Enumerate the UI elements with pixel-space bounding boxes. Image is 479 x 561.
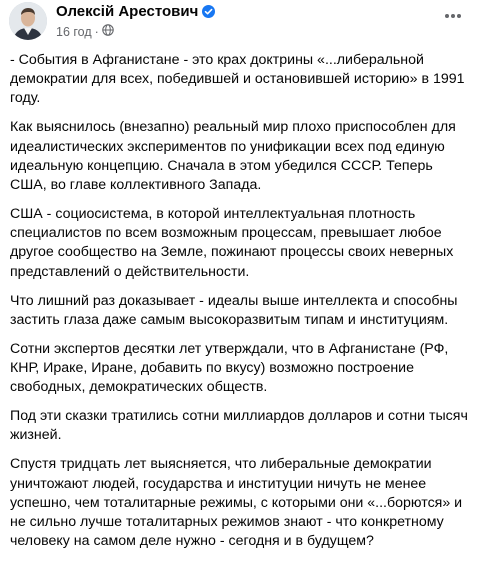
post-paragraph: Что лишний раз доказывает - идеалы выше интеллекта и способны застить глаза даже самым высокоразвитым типам и институциям.: [10, 292, 458, 328]
post-meta: [56, 24, 114, 39]
post-menu-button[interactable]: [439, 6, 467, 26]
post-paragraph: США - социосистема, в которой интеллектуальная плотность специалистов по всем возможным процессам, превышает любое другое сообщество на Земле, пожинают процессы своих неверных представлений о действительности.: [10, 206, 454, 280]
post-paragraph: Сотни экспертов десятки лет утверждали, что в Афганистане (РФ, КНР, Ираке, Иране, добавить по вкусу) возможно построение свободных, демократических обществ.: [10, 340, 449, 396]
post-paragraph: Спустя тридцать лет выясняется, что либеральные демократии уничтожают людей, государства и институции ничуть не менее успешно, чем тоталитарные режимы, с которыми они «...борются» и не сильно лучше тоталитарных режимов знают - что конкретному человеку на самом деле нужно - сегодня и в будущем?: [10, 456, 463, 550]
globe-icon[interactable]: [102, 24, 114, 39]
verified-badge-icon: [202, 5, 215, 18]
post-paragraph: Как выяснилось (внезапно) реальный мир плохо приспособлен для идеалистических экспериментов по унификации всех под единую идеальную концепцию. Сначала в этом убедился СССР. Теперь США, во главе коллективного Запада.: [10, 119, 456, 194]
post-body: [10, 51, 472, 561]
post-time[interactable]: 16 год: [56, 24, 92, 39]
author-avatar[interactable]: [9, 2, 47, 40]
meta-separator: ·: [94, 24, 99, 39]
author-name[interactable]: Олексій Арестович: [56, 3, 199, 20]
more-horizontal-icon: [444, 13, 462, 19]
author-name-row: [56, 3, 215, 20]
post-paragraph: Под эти сказки тратились сотни миллиардов долларов и сотни тысяч жизней.: [10, 408, 468, 444]
avatar-image: [9, 2, 47, 40]
post-paragraph: - События в Афганистане - это крах доктрины «...либеральной демократии для всех, победившей и остановившей историю» в 1991 году.: [10, 52, 465, 107]
post-header: [0, 0, 479, 44]
